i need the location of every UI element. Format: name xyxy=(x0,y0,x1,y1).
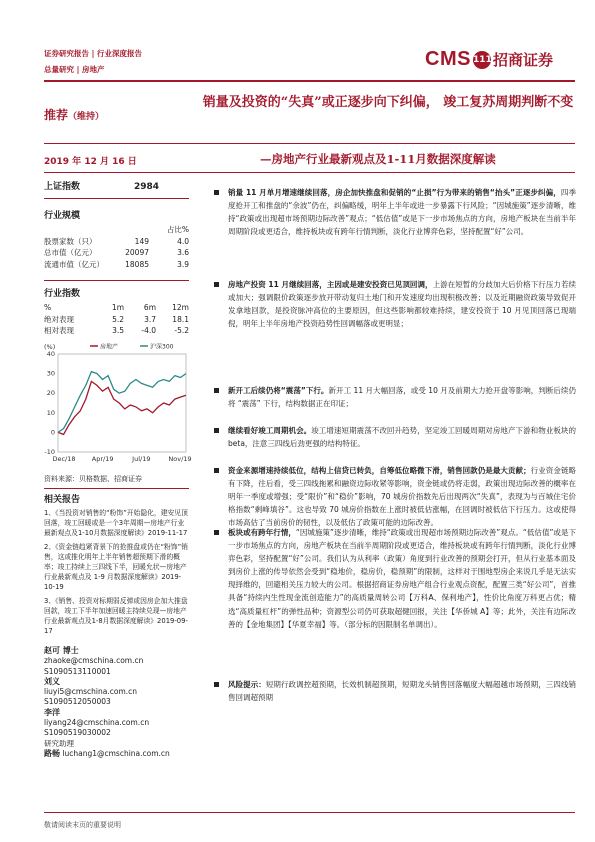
analyst-name: 李洋 xyxy=(44,707,60,717)
analyst-email[interactable]: luchang1@cmschina.com.cn xyxy=(62,748,170,758)
related-report-item[interactable]: 1、《当投资对销售的“粉饰”开始隐化，建安见顶回落，竣工回暖或是一个3年周期—房地产行业最新观点及1-10月数据深度解读》2019-11-17 xyxy=(44,509,188,537)
subtitle-rule xyxy=(44,172,575,173)
body-paragraph: 销量 11 月单月增速继续回落，房企加快推盘和促销的“止损”行为带来的销售“抬头”正逐步纠偏，四季度抢开工和推盘的“余波”仍在，纠偏略缓，明年上半年或进一步暴露下行风险；“因城施策”逐步清晰，维持“政策或出现超市场预期边际改善”观点；“低估值”或是下一步市场焦点的方向，房地产板块在当前半年周期阶段或更适合，维持板块或有跨年行情判断，淡化行业博弈色彩，坚持配置“好”公司。 xyxy=(214,186,576,238)
analyst-email[interactable]: liyang24@cmschina.com.cn xyxy=(44,718,150,728)
index-row: 绝对表现 5.2 3.7 18.1 xyxy=(44,314,189,324)
bullet-icon xyxy=(214,530,219,535)
header-rule xyxy=(44,80,575,82)
chart-source: 资料来源：贝格数据、招商证券 xyxy=(44,475,142,483)
performance-chart xyxy=(40,340,192,470)
rating-label: 推荐 xyxy=(44,108,69,122)
related-heading: 相关报告 xyxy=(44,495,81,505)
chart-legend xyxy=(90,343,174,351)
bullet-icon xyxy=(214,428,219,433)
bullet-icon xyxy=(214,190,219,195)
report-date: 2019 年 12 月 16 日 xyxy=(44,157,137,167)
analyst-role: 研究助理 xyxy=(44,738,74,748)
industry-index: 行业指数 % 1m 6m 12m 绝对表现 5.2 3.7 18.1 相对表现 3.5 -4.0 -5.2 xyxy=(44,286,189,337)
y-tick-label: 30 xyxy=(46,369,55,378)
body-paragraph: 板块或有跨年行情，“因城施策”逐步清晰，维持“政策或出现超市场预期边际改善”观点。“低估值”或是下一步市场焦点的方向，房地产板块在当前半周期阶段或更适合，维持板块或有跨年行情判断，淡化行业博弈色彩，坚持配置“好”公司。我们认为从利率（政策）角度到行业改善的预期会打开，但从行业基本面及到房价上涨的传导依然会受到“稳地价，稳房价，稳预期”的限制，这样对于围地型房企来说几乎是无法实现择维的，回避相关压力较大的公司。根据招商证券房地产组合行业观点资配，配置三类“好公司”，首推具备“持续内生性现金流创造能力”的高质量周转公司【万科A、保利地产】，性价比角度万科更占优；精选“高质量杠杆”的弹性品种；资源型公司仍可获取超健回报，关注【华侨城 A】等；此外，关注有边际改善的【金地集团】【华夏幸福】等。（部分标的因限制名单调出）。 xyxy=(214,526,576,631)
industry-index-heading: 行业指数 xyxy=(44,289,81,299)
y-tick-label: -10 xyxy=(44,448,55,456)
industry-scale xyxy=(44,208,189,270)
logo-zh-text: 招商证券 xyxy=(492,51,553,69)
footer-note: 敬请阅读末页的重要说明 xyxy=(44,821,121,829)
y-tick-label: 20 xyxy=(46,389,55,398)
logo-mark-icon: 111 xyxy=(473,51,491,69)
analyst-name: 刘义 xyxy=(44,676,60,686)
y-tick-label: 40 xyxy=(46,350,55,358)
legend-label: 房地产 xyxy=(100,343,119,351)
chart-ylabel: (%) xyxy=(44,343,56,351)
logo-cms-text: CMS xyxy=(425,48,471,70)
analyst-id: S1090513110001 xyxy=(44,666,111,676)
index-block xyxy=(44,182,189,194)
index-row: 相对表现 3.5 -4.0 -5.2 xyxy=(44,326,189,335)
scale-row: 总市值（亿元） 20097 3.6 xyxy=(44,248,189,257)
x-tick-label: Jul/19 xyxy=(132,455,151,463)
scale-row: 股票家数（只） 149 4.0 xyxy=(44,236,189,246)
related-report-item[interactable]: 3、《销售、投资对标期弱反弹或因房企加大推盘回款，竣工下半年加速回暖主持续兑现—房地产行业最新观点及1-8月数据深度解读》2019-09-17 xyxy=(44,597,188,635)
body-paragraph: 房地产投资 11 月继续回落，主因或是建安投资已见顶回调，上游在短暂的分歧加大后价格下行压力若续或加大；强调限价政策逐步放开带动复归土地门和开发速度均出现积极改善；以及近期融资政策导致促开发拿地回款，是投资脉冲高位的主要原因，但这些影响都较难持续，建安投资于 10 月见顶回落已现端倪，明年上半年房地产投资趋势性回调幅落或更明显； xyxy=(214,278,576,330)
bullet-icon xyxy=(214,388,219,393)
research-category-line: 总量研究 | 房地产 xyxy=(44,65,105,74)
analyst-id: S1090519030002 xyxy=(44,728,111,738)
industry-scale-heading: 行业规模 xyxy=(44,211,81,221)
sidebar-rule xyxy=(44,488,189,489)
scale-col-header: 占比% xyxy=(166,225,189,234)
bullet-icon xyxy=(214,282,219,287)
series-line-hs300 xyxy=(58,372,186,433)
y-tick-label: 10 xyxy=(46,408,55,417)
body-paragraph: 新开工后续仍将“震荡”下行。新开工 11 月大幅回落，或受 10 月及前期大力抢开盘等影响，判断后续仍将 “震荡” 下行，结构数据正在印证； xyxy=(214,384,576,410)
legend-label: 沪深300 xyxy=(150,343,174,351)
x-tick-label: Dec/18 xyxy=(52,455,76,463)
bullet-icon xyxy=(214,468,219,473)
sidebar-rule xyxy=(44,280,189,281)
report-body xyxy=(214,186,576,796)
index-label: 上证指数 xyxy=(44,182,81,192)
body-paragraph: 风险提示：短期行政调控超预期，长效机制超预期，短期龙头销售回落幅度大幅超越市场预期，三四线销售回调超预期 xyxy=(214,678,576,704)
analyst-name: 路畅 xyxy=(44,748,60,758)
rating xyxy=(44,106,104,123)
analyst-id: S1090512050003 xyxy=(44,697,111,707)
report-subtitle: —房地产行业最新观点及1-11月数据深度解读 xyxy=(260,152,496,166)
footer-rule xyxy=(44,812,575,813)
analysts xyxy=(44,646,189,759)
index-value: 2984 xyxy=(133,182,159,192)
title-rule xyxy=(44,143,575,144)
bullet-icon xyxy=(214,682,219,687)
x-tick-label: Apr/19 xyxy=(91,455,114,463)
analyst-name: 赵可 博士 xyxy=(44,646,79,655)
related-reports xyxy=(44,492,189,636)
scale-row: 流通市值（亿元） 18085 3.9 xyxy=(44,259,189,269)
rating-note: （维持） xyxy=(68,112,105,122)
related-report-item[interactable]: 2、《资金链趋紧背景下的抢推盘或仍在“粉饰”销售，这或推化明年上半年销售超预期下滑的概率；竣工持续上三四线下半，回暖允状—房地产行业最新观点及 1-9 月数据深度解读》2019-10-19 xyxy=(44,543,188,591)
analyst-email[interactable]: liuyi5@cmschina.com.cn xyxy=(44,687,138,697)
series-line-real-estate xyxy=(58,381,186,434)
y-tick-label: 0 xyxy=(50,428,55,437)
report-type-line: 证券研究报告 | 行业深度报告 xyxy=(44,49,142,58)
cms-logo xyxy=(425,48,575,76)
body-paragraph: 资金来源增速持续低位，结构上信贷已转负，自筹低位略微下滑，销售回款仍是最大贡献；行业资金链略有下降，往后看，受三四线拖累和融资边际收紧等影响，资金链或仍将走弱，政策出现边际改善的概率在明年一季度或增强；受“限价”和“稳价”影响，70 城房价指数先后出现两次“失真”，表现为与百城住宅价格指数“剩峰填谷”。这也导致 70 城房价指数在上涨时被低估涨幅，在回调时被低估下行压力。这或使得市场高估了当前房价的韧性，以及低估了政策可能的边际改善。 xyxy=(214,464,576,529)
x-tick-label: Nov/19 xyxy=(168,455,192,463)
report-title: 销量及投资的“失真”或正逐步向下纠偏， 竣工复苏周期判断不变 xyxy=(202,95,574,110)
body-paragraph: 继续看好竣工周期机会。竣工增速短期震荡不改回升趋势，坚定竣工回暖周期对房地产下游和物业板块的 beta，注意三四线后劲更强的结构特征。 xyxy=(214,424,576,450)
analyst-email[interactable]: zhaoke@cmschina.com.cn xyxy=(44,656,144,666)
sidebar-rule xyxy=(44,198,189,199)
